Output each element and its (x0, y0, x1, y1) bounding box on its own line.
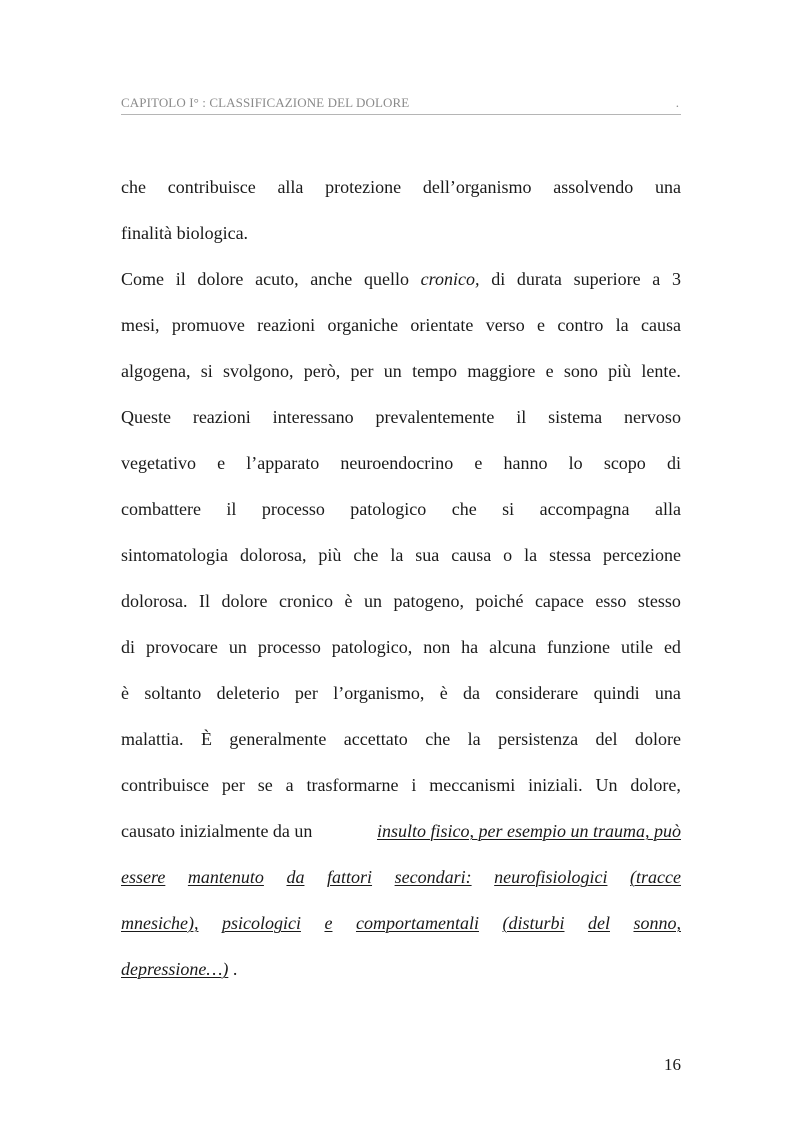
word: la (390, 545, 404, 565)
word: più (318, 545, 342, 565)
word: che (451, 499, 477, 519)
word: Queste (121, 407, 171, 427)
word: patologico (350, 499, 427, 519)
word: depressione…) (121, 959, 229, 979)
text-line (121, 585, 681, 631)
word: capace (534, 591, 584, 611)
word: svolgono, (223, 361, 294, 381)
word: è (121, 683, 129, 703)
word: lente. (641, 361, 681, 381)
word: verso (485, 315, 525, 335)
word: dolore (634, 729, 681, 749)
word: considerare (495, 683, 579, 703)
word: finalità (121, 223, 172, 243)
text-line (121, 539, 681, 585)
word: contribuisce (167, 177, 256, 197)
word: biologica. (176, 223, 249, 243)
word: dolore (221, 591, 268, 611)
word: soltanto (144, 683, 202, 703)
word: un (228, 637, 247, 657)
word: Un (595, 775, 618, 795)
word: comportamentali (355, 913, 479, 933)
word: e (537, 315, 546, 335)
word: l’organismo, (333, 683, 425, 703)
word: (tracce (630, 867, 681, 887)
word: sintomatologia (121, 545, 228, 565)
word: prevalentemente (375, 407, 495, 427)
word: alla (654, 499, 681, 519)
word: patogeno, (393, 591, 464, 611)
word: generalmente (229, 729, 327, 749)
word: o (503, 545, 513, 565)
word: causa (641, 315, 681, 335)
word: sono (563, 361, 598, 381)
word: algogena, (121, 361, 191, 381)
word: i (411, 775, 417, 795)
word: dolore, (630, 775, 681, 795)
word: protezione (325, 177, 402, 197)
word: utile (620, 637, 653, 657)
word: il (226, 499, 237, 519)
word: processo (257, 637, 321, 657)
word: non (423, 637, 451, 657)
text-line (121, 263, 681, 309)
running-header (121, 94, 681, 115)
word: una (654, 177, 681, 197)
word: ha (461, 637, 479, 657)
word: di (121, 637, 136, 657)
word: del (587, 913, 610, 933)
word: accompagna (539, 499, 630, 519)
word: del (595, 729, 618, 749)
word: malattia. (121, 729, 184, 749)
word: mnesiche), (121, 913, 199, 933)
word: maggiore (467, 361, 536, 381)
word: a (652, 269, 661, 289)
word: superiore (573, 269, 641, 289)
word: provocare (145, 637, 218, 657)
word: acuto, (255, 269, 299, 289)
word: quello (363, 269, 409, 289)
word: se (257, 775, 273, 795)
word: insulto fisico, per esempio un trauma, può (377, 821, 681, 841)
word: più (608, 361, 632, 381)
text-line (121, 401, 681, 447)
word: psicologici (221, 913, 301, 933)
word: secondari: (394, 867, 472, 887)
word: lo (568, 453, 583, 473)
word: è (439, 683, 448, 703)
word: il (175, 269, 186, 289)
word: da (463, 683, 480, 703)
word: che (425, 729, 451, 749)
word: meccanismi (429, 775, 516, 795)
word: però, (303, 361, 341, 381)
word: causato inizialmente da un (121, 821, 317, 841)
word: promuove (171, 315, 245, 335)
word: per (294, 683, 318, 703)
word: il (516, 407, 527, 427)
word: assolvendo (553, 177, 634, 197)
word: È (200, 729, 212, 749)
word: causa (451, 545, 492, 565)
word: dolore (197, 269, 244, 289)
word: neuroendocrino (340, 453, 454, 473)
word: trasformarne (306, 775, 399, 795)
text-line (121, 171, 681, 217)
word: sonno, (633, 913, 681, 933)
text-line (121, 861, 681, 907)
word: funzione (547, 637, 611, 657)
word: 3 (672, 269, 681, 289)
word: deleterio (216, 683, 280, 703)
word: di (666, 453, 681, 473)
word: che (121, 177, 146, 197)
word: da (286, 867, 305, 887)
word: vegetativo (121, 453, 196, 473)
word: la (524, 545, 538, 565)
word: hanno (503, 453, 548, 473)
word: e (545, 361, 554, 381)
word: e (474, 453, 483, 473)
word: scopo (603, 453, 646, 473)
word: cronico (278, 591, 333, 611)
word: reazioni (257, 315, 316, 335)
word: l’apparato (246, 453, 320, 473)
word: sua (415, 545, 440, 565)
text-line (121, 447, 681, 493)
word: mantenuto (187, 867, 264, 887)
word: una (654, 683, 681, 703)
word: nervoso (623, 407, 681, 427)
word: stessa (549, 545, 592, 565)
word: si (502, 499, 515, 519)
word: ed (663, 637, 681, 657)
word: sistema (548, 407, 603, 427)
word: percezione (603, 545, 681, 565)
word: (disturbi (502, 913, 565, 933)
page-number: 16 (664, 1055, 681, 1074)
word: per (350, 361, 374, 381)
word: poiché (475, 591, 524, 611)
word: patologico, (331, 637, 413, 657)
body-text (121, 171, 681, 999)
text-line (121, 217, 681, 263)
word: Come (121, 269, 164, 289)
word: interessano (272, 407, 354, 427)
header-trailing-dot: . (675, 95, 679, 110)
word: di (491, 269, 506, 289)
text-line (121, 815, 681, 861)
text-line (121, 677, 681, 723)
word: alla (277, 177, 304, 197)
word: tempo (412, 361, 458, 381)
word: contribuisce (121, 775, 209, 795)
word: processo (261, 499, 325, 519)
word: persistenza (498, 729, 579, 749)
word: per (221, 775, 245, 795)
word: e (324, 913, 333, 933)
chapter-title: CAPITOLO I° : CLASSIFICAZIONE DEL DOLORE (121, 95, 410, 110)
word: la (467, 729, 481, 749)
word: neurofisiologici (494, 867, 608, 887)
word: fattori (327, 867, 373, 887)
word: iniziali. (528, 775, 583, 795)
word: un (363, 591, 382, 611)
word: . (232, 959, 238, 979)
text-line (121, 769, 681, 815)
word: Il (199, 591, 210, 611)
word: dolorosa. (121, 591, 188, 611)
word: a (285, 775, 294, 795)
text-line (121, 309, 681, 355)
text-line (121, 907, 681, 953)
word: reazioni (192, 407, 251, 427)
text-line (121, 493, 681, 539)
word: quindi (593, 683, 640, 703)
word: contro (557, 315, 604, 335)
word: dell’organismo (422, 177, 532, 197)
word: combattere (121, 499, 201, 519)
word: è (344, 591, 353, 611)
text-line (121, 953, 681, 999)
word: orientate (410, 315, 474, 335)
word: accettato (343, 729, 408, 749)
word: cronico, (420, 269, 480, 289)
word: durata (516, 269, 562, 289)
word: dolorosa, (239, 545, 307, 565)
text-line (121, 631, 681, 677)
word: stesso (637, 591, 681, 611)
word: la (615, 315, 629, 335)
word: un (383, 361, 402, 381)
word: essere (121, 867, 166, 887)
word: mesi, (121, 315, 160, 335)
word: organiche (327, 315, 399, 335)
text-line (121, 723, 681, 769)
word: alcuna (489, 637, 537, 657)
word: e (217, 453, 226, 473)
word: che (353, 545, 379, 565)
text-line (121, 355, 681, 401)
word: anche (310, 269, 353, 289)
word: si (200, 361, 213, 381)
word: esso (595, 591, 627, 611)
